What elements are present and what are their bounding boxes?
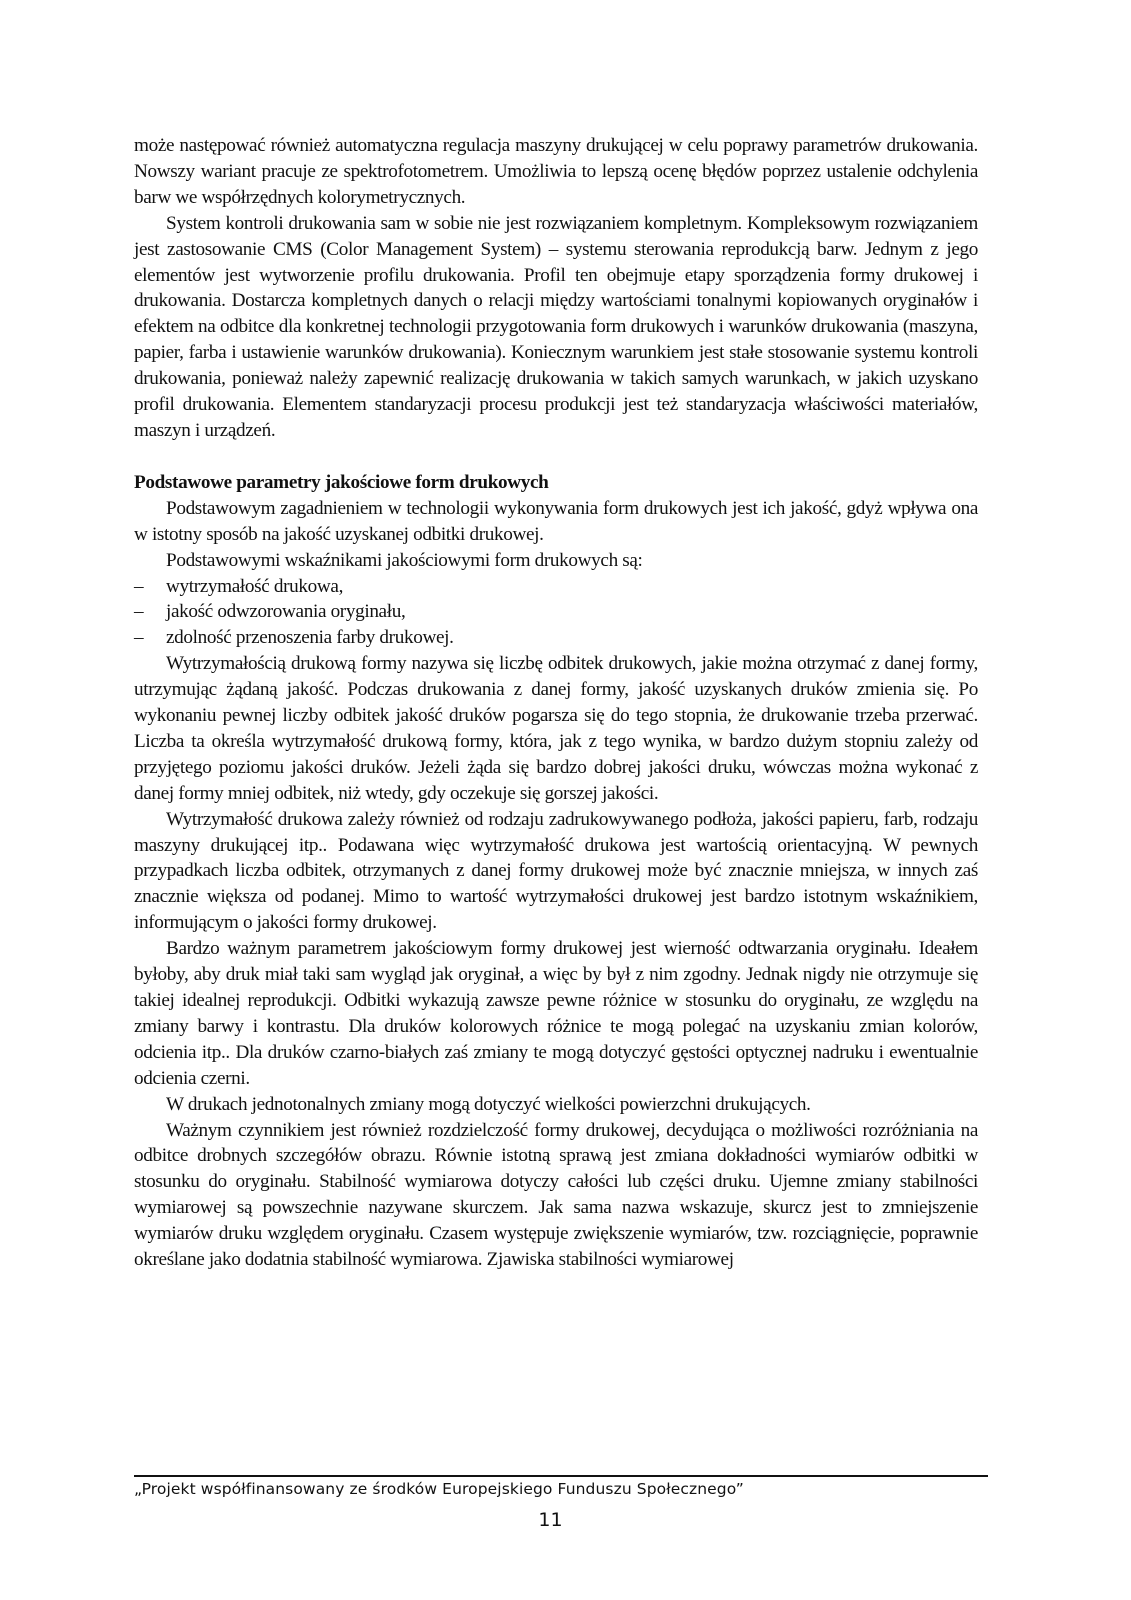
list-item-text: jakość odwzorowania oryginału, bbox=[166, 601, 406, 623]
dash-bullet-icon: – bbox=[134, 627, 144, 649]
list-item-text: wytrzymałość drukowa, bbox=[166, 575, 344, 597]
footer-funding-note: „Projekt współfinansowany ze środków Europejskiego Funduszu Społecznego” bbox=[134, 1480, 744, 1498]
paragraph-resolution-stability: Ważnym czynnikiem jest również rozdzielczość formy drukowej, decydująca o możliwości rozróżniania na odbitce drobnych szczegółów obrazu. Równie istotną sprawą jest zmiana dokładności wymiarów odbitki w stosunku do oryginału. Stabilność wymiarowa dotyczy całości lub części druku. Ujemne zmiany stabilności wymiarowej są powszechnie nazywane skurczem. Jak sama nazwa wskazuje, skurcz jest to zmniejszenie wymiarów druku względem oryginału. Czasem występuje zwiększenie wymiarów, tzw. rozciągnięcie, poprawnie określane jako dodatnia stabilność wymiarowa. Zjawiska stabilności wymiarowej bbox=[134, 1119, 978, 1271]
paragraph-reproduction-fidelity: Bardzo ważnym parametrem jakościowym formy drukowej jest wierność odtwarzania oryginału. Ideałem byłoby, aby druk miał taki sam wygląd jak oryginał, a więc by był z nim zgodny. Jednak nigdy nie otrzymuje się takiej idealnej reprodukcji. Odbitki wykazują zawsze pewne różnice w stosunku do oryginału, ze względu na zmiany barwy i kontrastu. Dla druków kolorowych różnice te mogą polegać na uzyskaniu zmian kolorów, odcienia itp.. Dla druków czarno-białych zaś zmiany te mogą dotyczyć gęstości optycznej nadruku i ewentualnie odcienia czerni. bbox=[134, 938, 978, 1089]
list-item bbox=[134, 574, 978, 600]
dash-bullet-icon: – bbox=[134, 601, 144, 623]
list-item bbox=[134, 599, 978, 625]
dash-bullet-icon: – bbox=[134, 575, 144, 597]
body-text bbox=[134, 133, 978, 1273]
quality-indicators-list bbox=[134, 574, 978, 652]
paragraph-print-durability: Wytrzymałością drukową formy nazywa się liczbę odbitek drukowych, jakie można otrzymać z danej formy, utrzymując żądaną jakość. Podczas drukowania z danej formy, jakość uzyskanych druków zmienia się. Po wykonaniu pewnej liczby odbitek jakość druków pogarsza się do tego stopnia, że drukowanie trzeba przerwać. Liczba ta określa wytrzymałość drukową formy, która, jak z tego wynika, w bardzo dużym stopniu zależy od przyjętego poziomu jakości druków. Jeżeli żąda się bardzo dobrej jakości druku, wówczas można wykonać z danej formy mniej odbitek, niż wtedy, gdy oczekuje się gorszej jakości. bbox=[134, 653, 978, 804]
paragraph-continuation: może następować również automatyczna regulacja maszyny drukującej w celu poprawy parametrów drukowania. Nowszy wariant pracuje ze spektrofotometrem. Umożliwia to lepszą ocenę błędów poprzez ustalenie odchylenia barw we współrzędnych kolorymetrycznych. bbox=[134, 135, 978, 208]
paragraph-monotone-prints: W drukach jednotonalnych zmiany mogą dotyczyć wielkości powierzchni drukujących. bbox=[166, 1093, 811, 1115]
paragraph-durability-factors: Wytrzymałość drukowa zależy również od rodzaju zadrukowywanego podłoża, jakości papieru, farb, rodzaju maszyny drukującej itp.. Podawana więc wytrzymałość drukowa jest wartością orientacyjną. W pewnych przypadkach liczba odbitek, otrzymanych z danej formy drukowej może być znacznie mniejsza, w innych zaś znacznie większa od podanej. Mimo to wartość wytrzymałości drukowej jest bardzo istotnym wskaźnikiem, informującym o jakości formy drukowej. bbox=[134, 808, 978, 934]
footer-divider bbox=[134, 1475, 988, 1477]
list-item bbox=[134, 625, 978, 651]
list-item-text: zdolność przenoszenia farby drukowej. bbox=[166, 627, 454, 649]
paragraph-cms: System kontroli drukowania sam w sobie nie jest rozwiązaniem kompletnym. Kompleksowym rozwiązaniem jest zastosowanie CMS (Color Management System) – systemu sterowania reprodukcją barw. Jednym z jego elementów jest wytworzenie profilu drukowania. Profil ten obejmuje etapy sporządzenia formy drukowej i drukowania. Dostarcza kompletnych danych o relacji między wartościami tonalnymi kopiowanych oryginałów i efektem na odbitce dla konkretnej technologii przygotowania form drukowych i warunków drukowania (maszyna, papier, farba i ustawienie warunków drukowania). Koniecznym warunkiem jest stałe stosowanie systemu kontroli drukowania, ponieważ należy zapewnić realizację drukowania w takich samych warunkach, w jakich uzyskano profil drukowania. Elementem standaryzacji procesu produkcji jest też standaryzacja właściwości materiałów, maszyn i urządzeń. bbox=[134, 212, 978, 441]
paragraph-list-lead: Podstawowymi wskaźnikami jakościowymi form drukowych są: bbox=[166, 549, 643, 571]
paragraph-intro: Podstawowym zagadnieniem w technologii wykonywania form drukowych jest ich jakość, gdyż wpływa ona w istotny sposób na jakość uzyskanej odbitki drukowej. bbox=[134, 497, 978, 545]
page-number: 11 bbox=[538, 1509, 563, 1531]
section-heading: Podstawowe parametry jakościowe form drukowych bbox=[134, 471, 549, 493]
